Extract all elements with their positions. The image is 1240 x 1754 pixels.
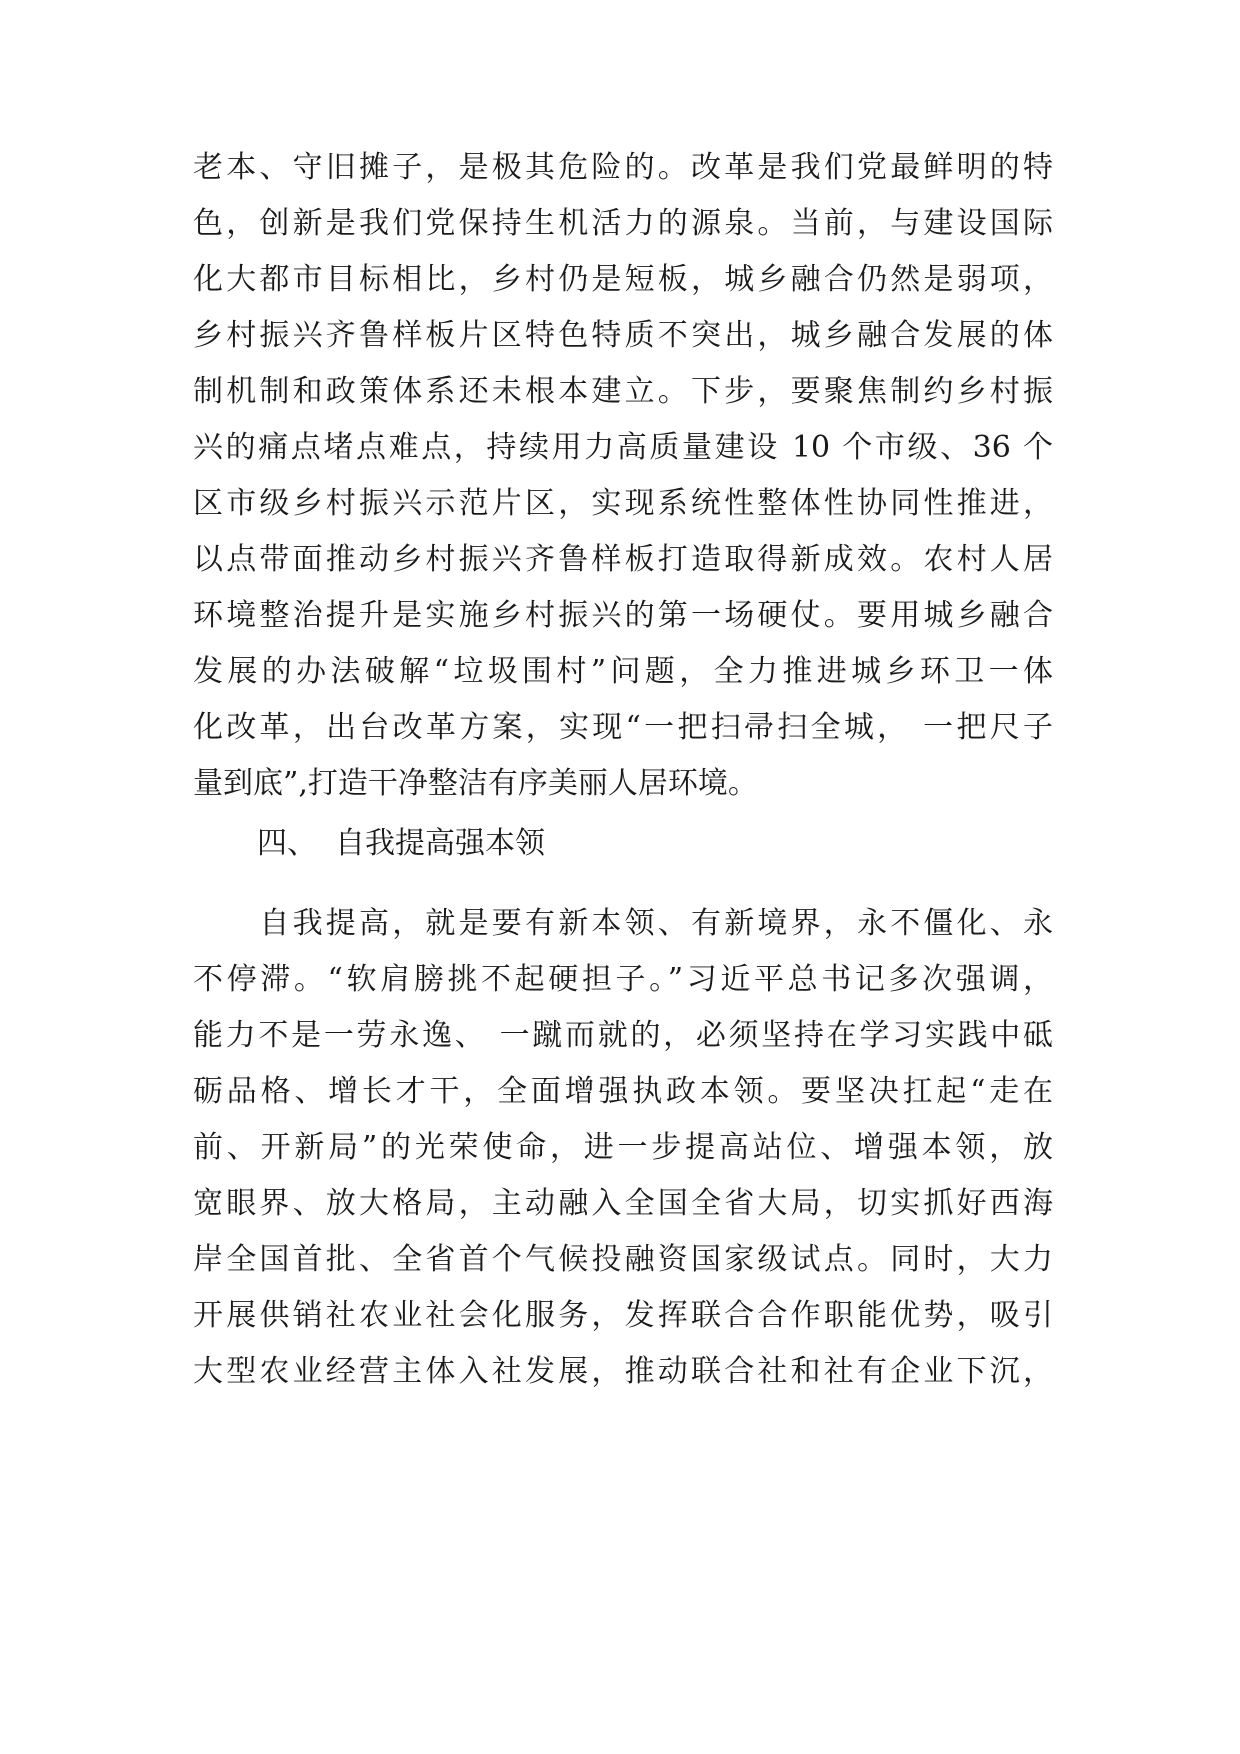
paragraph-self-improvement: [193, 896, 1053, 1400]
section-heading: [193, 812, 1053, 872]
section-number: 四、: [257, 826, 317, 861]
text-line: 老本、守旧摊子，是极其危险的。改革是我们党最鲜明的特: [193, 150, 1053, 185]
text-line: 砺品格、增长才干，全面增强执政本领。要坚决扛起“走在: [193, 1074, 1053, 1109]
text-line: 兴的痛点堵点难点，持续用力高质量建设 10 个市级、36 个: [193, 430, 1053, 465]
text-line: 化大都市目标相比，乡村仍是短板，城乡融合仍然是弱项，: [193, 262, 1053, 297]
text-line: 乡村振兴齐鲁样板片区特色特质不突出，城乡融合发展的体: [193, 318, 1053, 353]
text-line: 环境整治提升是实施乡村振兴的第一场硬仗。要用城乡融合: [193, 598, 1053, 633]
text-line: 区市级乡村振兴示范片区，实现系统性整体性协同性推进，: [193, 486, 1053, 521]
text-line: 能力不是一劳永逸、 一蹴而就的，必须坚持在学习实践中砥: [193, 1018, 1053, 1053]
text-line: 发展的办法破解“垃圾围村”问题，全力推进城乡环卫一体: [193, 654, 1053, 689]
text-line: 大型农业经营主体入社发展，推动联合社和社有企业下沉，: [193, 1354, 1053, 1389]
text-line: 制机制和政策体系还未根本建立。下步，要聚焦制约乡村振: [193, 374, 1053, 409]
text-line: 前、开新局”的光荣使命，进一步提高站位、增强本领，放: [193, 1130, 1053, 1165]
text-line: 宽眼界、放大格局，主动融入全国全省大局，切实抓好西海: [193, 1186, 1053, 1221]
section-title: 自我提高强本领: [335, 826, 545, 861]
text-line: 不停滞。“软肩膀挑不起硬担子。”习近平总书记多次强调，: [193, 962, 1053, 997]
text-line: 自我提高，就是要有新本领、有新境界，永不僵化、永: [193, 906, 1053, 941]
text-line: 开展供销社农业社会化服务，发挥联合合作职能优势，吸引: [193, 1298, 1053, 1333]
text-line: 色，创新是我们党保持生机活力的源泉。当前，与建设国际: [193, 206, 1053, 241]
text-line: 化改革，出台改革方案，实现“一把扫帚扫全城， 一把尺子: [193, 710, 1053, 745]
text-line: 岸全国首批、全省首个气候投融资国家级试点。同时，大力: [193, 1242, 1053, 1277]
text-line: 以点带面推动乡村振兴齐鲁样板打造取得新成效。农村人居: [193, 542, 1053, 577]
text-line: 量到底”,打造干净整洁有序美丽人居环境。: [193, 766, 758, 801]
paragraph-reform: [193, 140, 1053, 812]
